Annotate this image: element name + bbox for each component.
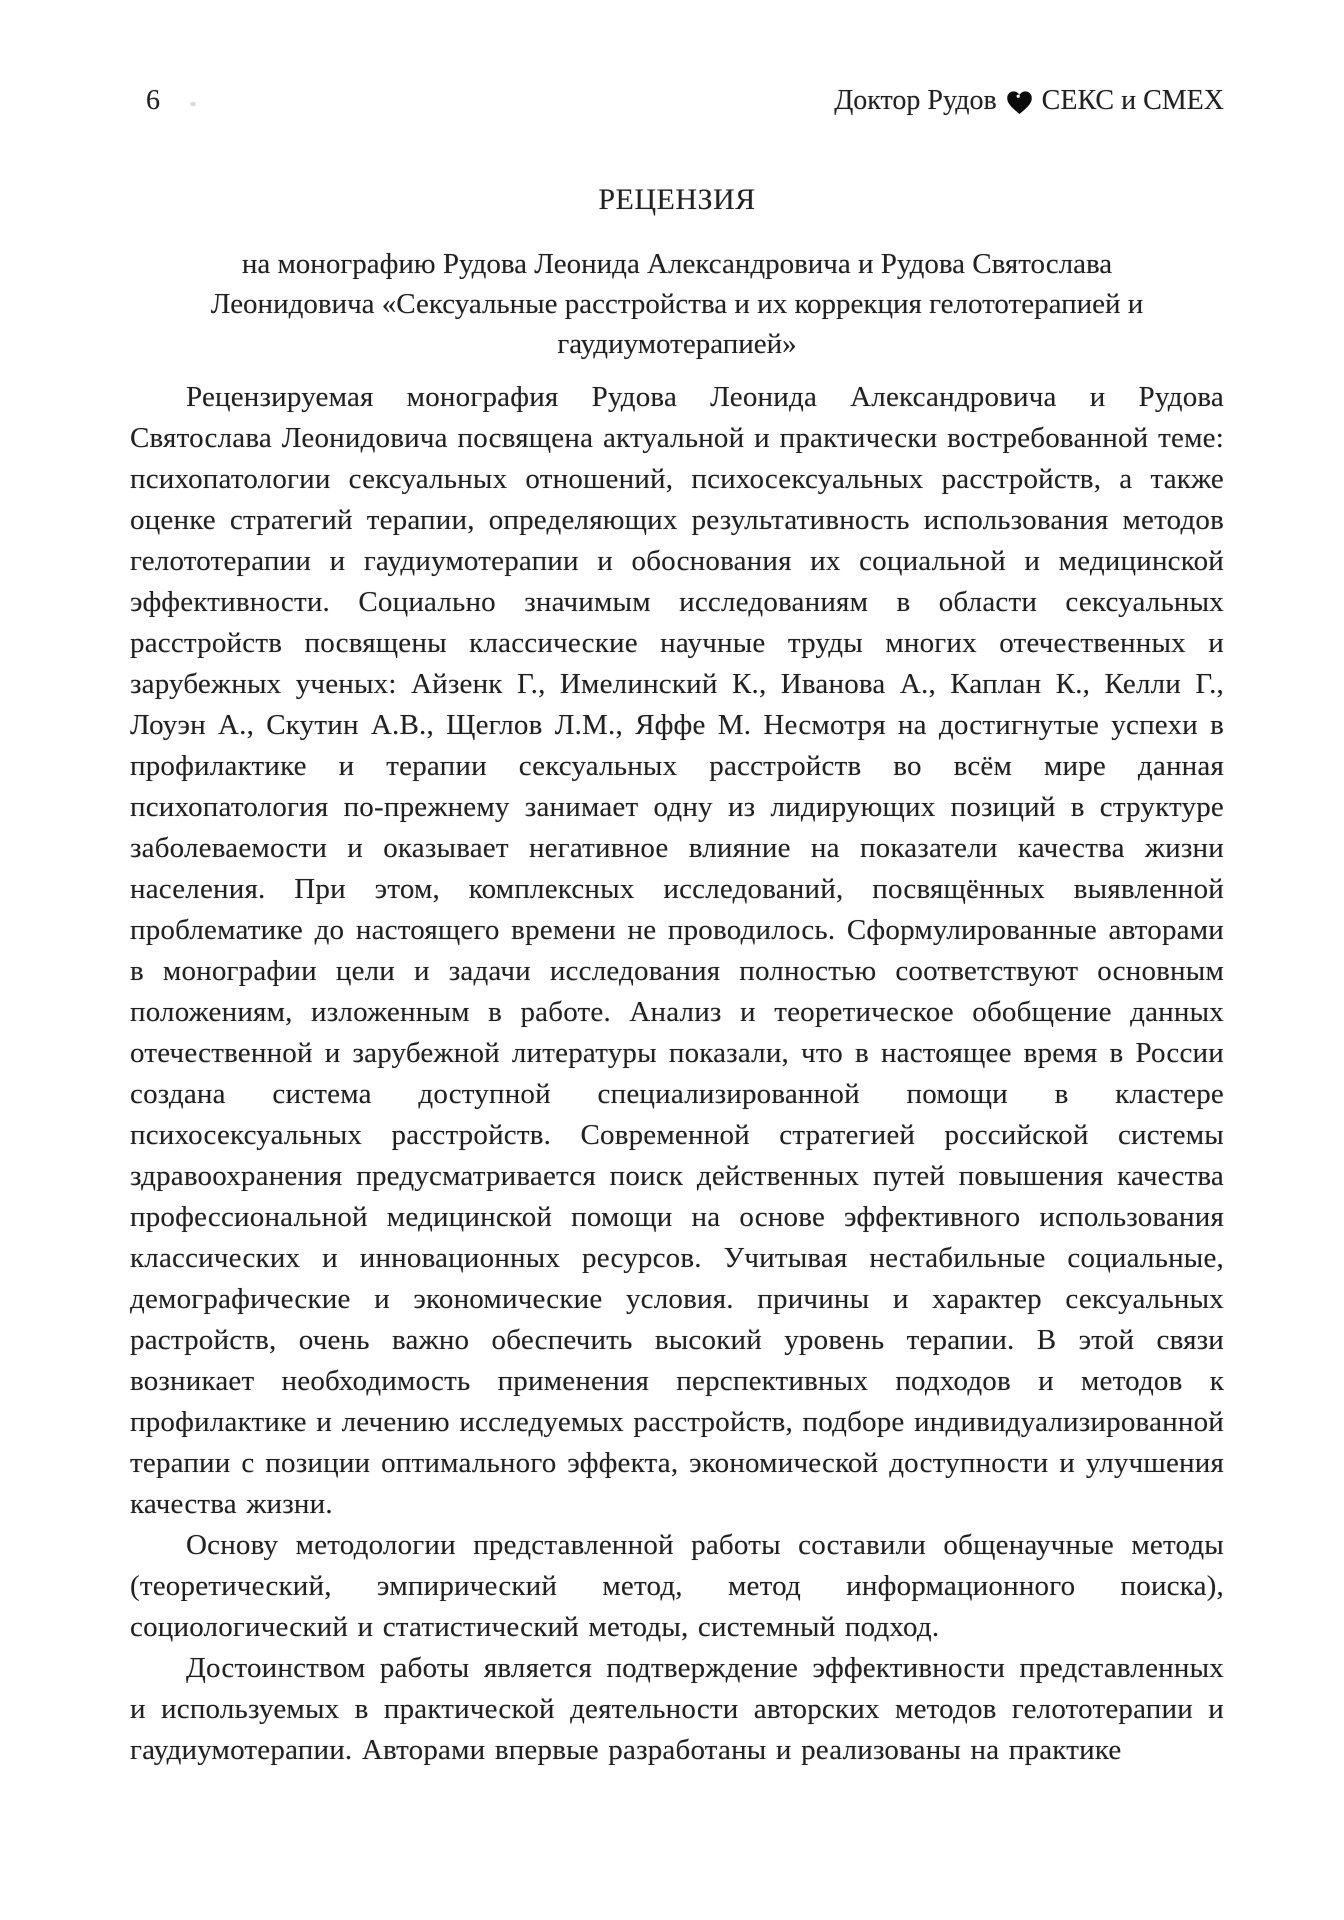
document-subtitle (130, 244, 1224, 364)
document-title: РЕЦЕНЗИЯ (598, 183, 756, 216)
subtitle-line-1: на монографию Рудова Леонида Александровича и Рудова Святослава (241, 248, 1113, 280)
heart-icon (1006, 90, 1033, 115)
running-header-brand (834, 84, 1224, 118)
page-header (130, 84, 1224, 118)
document-body (130, 377, 1224, 1771)
page-number: 6 (146, 85, 160, 116)
brand-author: Доктор Рудов (834, 85, 997, 116)
brand-title: СЕКС и СМЕХ (1041, 85, 1224, 116)
paragraph-3: Достоинством работы является подтверждение эффективности представленных и используемых в практической деятельности авторских методов гелототерапии и гаудиумотерапии. Авторами впервые разработаны и реализованы на практике (130, 1652, 1224, 1766)
subtitle-line-3: гаудиумотерапией» (557, 328, 797, 360)
paragraph-1: Рецензируемая монография Рудова Леонида Александровича и Рудова Святослава Леонидовича посвящена актуальной и практически востребованной теме: психопатологии сексуальных отношений, психосексуальных расстройств, а также оценке стратегий терапии, определяющих результативность использования методов гелототерапии и гаудиумотерапии и обоснования их социальной и медицинской эффективности. Социально значимым исследованиям в области сексуальных расстройств посвящены классические научные труды многих отечественных и зарубежных ученых: Айзенк Г., Имелинский К., Иванова А., Каплан К., Келли Г., Лоуэн А., Скутин А.В., Щеглов Л.М., Яффе М. Несмотря на достигнутые успехи в профилактике и терапии сексуальных расстройств во всём мире данная психопатология по-прежнему занимает одну из лидирующих позиций в структуре заболеваемости и оказывает негативное влияние на показатели качества жизни населения. При этом, комплексных исследований, посвящённых выявленной проблематике до настоящего времени не проводилось. Сформулированные авторами в монографии цели и задачи исследования полностью соответствуют основным положениям, изложенным в работе. Анализ и теоретическое обобщение данных отечественной и зарубежной литературы показали, что в настоящее время в России создана система доступной специализированной помощи в кластере психосексуальных расстройств. Современной стратегией российской системы здравоохранения предусматривается поиск действенных путей повышения качества профессиональной медицинской помощи на основе эффективного использования классических и инновационных ресурсов. Учитывая нестабильные социальные, демографические и экономические условия. причины и характер сексуальных растройств, очень важно обеспечить высокий уровень терапии. В этой связи возникает необходимость применения перспективных подходов и методов к профилактике и лечению исследуемых расстройств, подборе индивидуализированной терапии с позиции оптимального эффекта, экономической доступности и улучшения качества жизни. (130, 381, 1224, 1520)
subtitle-line-2: Леонидовича «Сексуальные расстройства и их коррекция гелототерапией и (210, 288, 1144, 320)
paragraph-2: Основу методологии представленной работы составили общенаучные методы (теоретический, эмпирический метод, метод информационного поиска), социологический и статистический методы, системный подход. (130, 1529, 1224, 1643)
scan-speck (190, 102, 196, 106)
